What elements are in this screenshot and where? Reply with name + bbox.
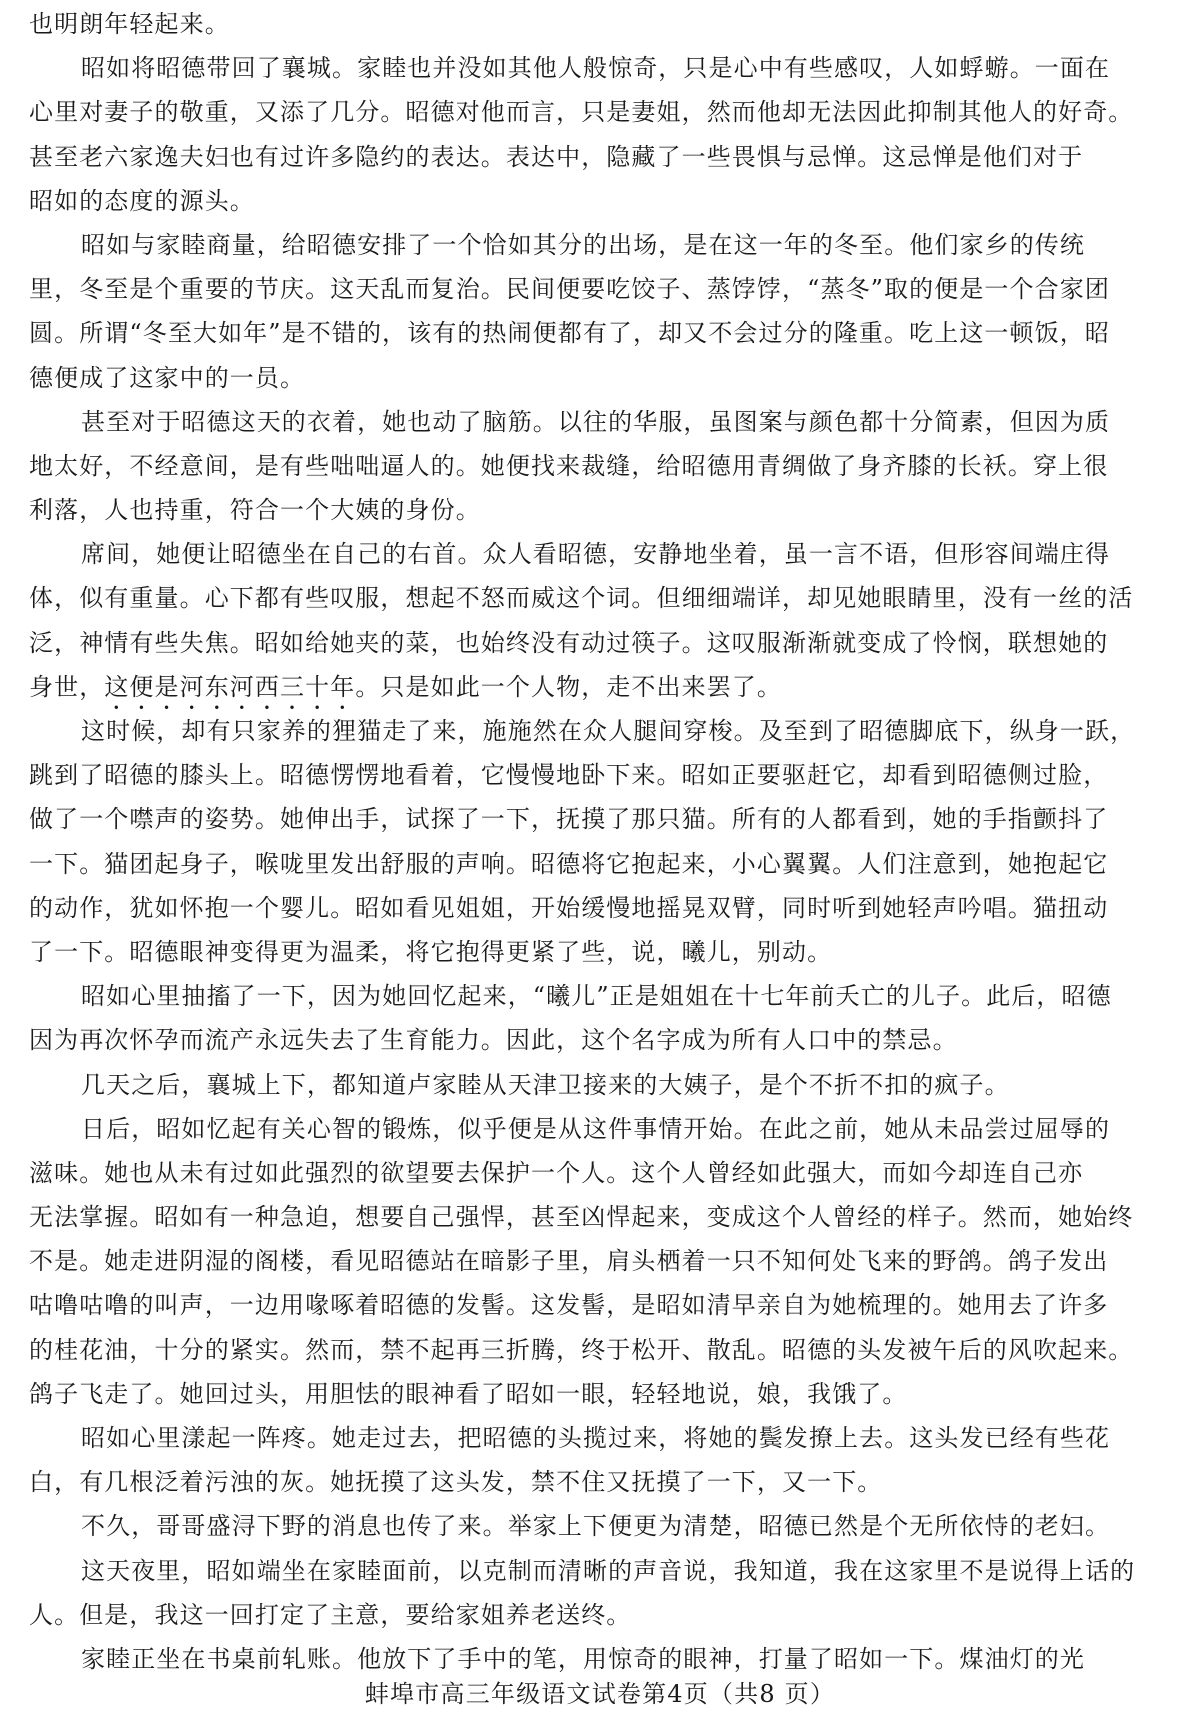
text-line: 人。但是，我这一回打定了主意，要给家姐养老送终。: [29, 1600, 632, 1629]
text-line: 昭如心里抽搐了一下，因为她回忆起来，“曦儿”正是姐姐在十七年前夭亡的儿子。此后，昭德: [81, 982, 1112, 1011]
text-line: 体，似有重量。心下都有些叹服，想起不怒而威这个词。但细细端详，却见她眼睛里，没有一丝的活: [29, 584, 1134, 613]
emphasized-phrase: 这便是河东河西三十年: [104, 672, 356, 701]
text-segment: 。只是如此一个人物，走不出来罢了。: [355, 672, 783, 701]
text-line: 昭如与家睦商量，给昭德安排了一个恰如其分的出场，是在这一年的冬至。他们家乡的传统: [81, 230, 1085, 259]
text-line: 的动作，犹如怀抱一个婴儿。昭如看见姐姐，开始缓慢地摇晃双臂，同时听到她轻声吟唱。猫扭动: [29, 893, 1109, 922]
text-line: 不久，哥哥盛浔下野的消息也传了来。举家上下便更为清楚，昭德已然是个无所依恃的老妇。: [81, 1512, 1111, 1541]
text-line: 做了一个噤声的姿势。她伸出手，试探了一下，抚摸了那只猫。所有的人都看到，她的手指颤抖了: [29, 805, 1109, 834]
text-line: 了一下。昭德眼神变得更为温柔，将它抱得更紧了些，说，曦儿，别动。: [29, 937, 833, 966]
text-line: 滋味。她也从未有过如此强烈的欲望要去保护一个人。这个人曾经如此强大，而如今却连自己亦: [29, 1158, 1084, 1187]
text-line: [29, 665, 1186, 709]
text-line: 昭如的态度的源头。: [29, 186, 255, 215]
text-line: 不是。她走进阴湿的阁楼，看见昭德站在暗影子里，肩头栖着一只不知何处飞来的野鸽。鸽子发出: [29, 1247, 1109, 1276]
text-line: 几天之后，襄城上下，都知道卢家睦从天津卫接来的大姨子，是个不折不扣的疯子。: [81, 1070, 1010, 1099]
text-line: 家睦正坐在书桌前轧账。他放下了手中的笔，用惊奇的眼神，打量了昭如一下。煤油灯的光: [81, 1644, 1085, 1673]
text-line: 席间，她便让昭德坐在自己的右首。众人看昭德，安静地坐着，虽一言不语，但形容间端庄得: [81, 540, 1111, 569]
page-footer: 蚌埠市高三年级语文试卷第4页（共8 页）: [364, 1680, 836, 1708]
text-line: 的桂花油，十分的紧实。然而，禁不起再三折腾，终于松开、散乱。昭德的头发被午后的风吹起来。: [29, 1335, 1134, 1364]
text-line: 泛，神情有些失焦。昭如给她夹的菜，也始终没有动过筷子。这叹服渐渐就变成了怜悯，联想她的: [29, 628, 1109, 657]
text-line: 日后，昭如忆起有关心智的锻炼，似乎便是从这件事情开始。在此之前，她从未品尝过屈辱的: [81, 1114, 1111, 1143]
text-line: 鸽子飞走了。她回过头，用胆怯的眼神看了昭如一眼，轻轻地说，娘，我饿了。: [29, 1379, 908, 1408]
text-line: 一下。猫团起身子，喉咙里发出舒服的声响。昭德将它抱起来，小心翼翼。人们注意到，她抱起它: [29, 849, 1109, 878]
text-line: 心里对妻子的敬重，又添了几分。昭德对他而言，只是妻姐，然而他却无法因此抑制其他人的好奇。: [29, 98, 1134, 127]
text-line: 德便成了这家中的一员。: [29, 363, 306, 392]
text-line: 因为再次怀孕而流产永远失去了生育能力。因此，这个名字成为所有人口中的禁忌。: [29, 1026, 958, 1055]
text-line: 甚至老六家逸夫妇也有过许多隐约的表达。表达中，隐藏了一些畏惧与忌惮。这忌惮是他们对于: [29, 142, 1084, 171]
text-line: 咕噜咕噜的叫声，一边用喙啄着昭德的发髻。这发髻，是昭如清早亲自为她梳理的。她用去了许多: [29, 1291, 1109, 1320]
text-line: 圆。所谓“冬至大如年”是不错的，该有的热闹便都有了，却又不会过分的隆重。吃上这一顿饭，昭: [29, 319, 1110, 348]
text-line: 白，有几根泛着污浊的灰。她抚摸了这头发，禁不住又抚摸了一下，又一下。: [29, 1468, 883, 1497]
text-line: 这天夜里，昭如端坐在家睦面前，以克制而清晰的声音说，我知道，我在这家里不是说得上话的: [81, 1556, 1136, 1585]
text-line: 这时候，却有只家养的狸猫走了来，施施然在众人腿间穿梭。及至到了昭德脚底下，纵身一跃，: [81, 717, 1136, 745]
text-line: 里，冬至是个重要的节庆。这天乱而复治。民间便要吃饺子、蒸饽饽，“蒸冬”取的便是一个合家团: [29, 275, 1110, 304]
text-line: 昭如将昭德带回了襄城。家睦也并没如其他人般惊奇，只是心中有些感叹，人如蜉蝣。一面在: [81, 54, 1111, 83]
text-segment: 身世，: [29, 672, 105, 701]
text-line: 也明朗年轻起来。: [29, 10, 230, 38]
text-line: 跳到了昭德的膝头上。昭德愣愣地看着，它慢慢地卧下来。昭如正要驱赶它，却看到昭德侧过脸，: [29, 761, 1109, 790]
text-line: 甚至对于昭德这天的衣着，她也动了脑筋。以往的华服，虽图案与颜色都十分简素，但因为质: [81, 407, 1111, 436]
text-line: 无法掌握。昭如有一种急迫，想要自己强悍，甚至凶悍起来，变成这个人曾经的样子。然而，她始终: [29, 1203, 1134, 1232]
article-body: [29, 2, 1186, 1681]
text-line: 地太好，不经意间，是有些咄咄逼人的。她便找来裁缝，给昭德用青绸做了身齐膝的长袄。穿上很: [29, 451, 1109, 480]
text-line: 昭如心里漾起一阵疼。她走过去，把昭德的头揽过来，将她的鬓发撩上去。这头发已经有些花: [81, 1424, 1111, 1452]
text-line: 利落，人也持重，符合一个大姨的身份。: [29, 496, 481, 525]
